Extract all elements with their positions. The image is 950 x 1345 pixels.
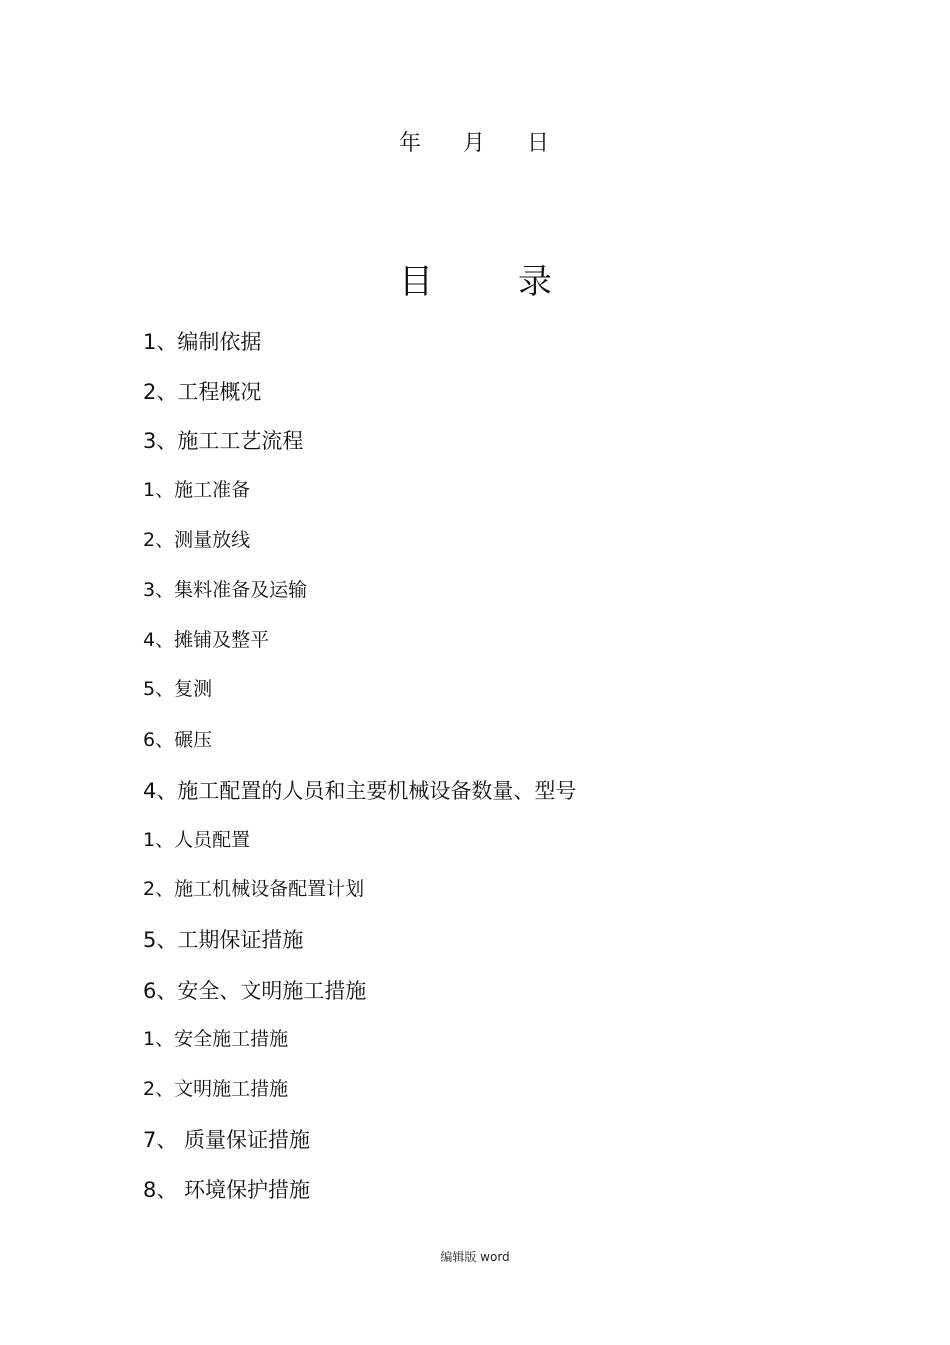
- toc-entry[interactable]: 1、编制依据: [143, 330, 262, 354]
- toc-entry[interactable]: 6、安全、文明施工措施: [143, 979, 367, 1003]
- toc-title-char-1: 目: [399, 262, 433, 302]
- toc-subentry[interactable]: 1、施工准备: [143, 479, 251, 501]
- toc-entry[interactable]: 4、施工配置的人员和主要机械设备数量、型号: [143, 779, 577, 803]
- date-month-label: 月: [463, 131, 486, 156]
- toc-entry[interactable]: 3、施工工艺流程: [143, 429, 304, 453]
- date-year-label: 年: [399, 131, 422, 156]
- table-of-contents: [143, 0, 843, 1345]
- toc-subentry[interactable]: 5、复测: [143, 678, 213, 700]
- toc-entry[interactable]: 5、工期保证措施: [143, 928, 304, 952]
- toc-entry[interactable]: 2、工程概况: [143, 380, 262, 404]
- toc-entry[interactable]: 8、 环境保护措施: [143, 1178, 311, 1202]
- toc-subentry[interactable]: 2、测量放线: [143, 529, 251, 551]
- toc-entry[interactable]: 7、 质量保证措施: [143, 1128, 311, 1152]
- toc-subentry[interactable]: 2、文明施工措施: [143, 1078, 289, 1100]
- toc-subentry[interactable]: 6、碾压: [143, 729, 213, 751]
- toc-subentry[interactable]: 1、安全施工措施: [143, 1028, 289, 1050]
- toc-subentry[interactable]: 4、摊铺及整平: [143, 629, 270, 651]
- date-day-label: 日: [527, 131, 550, 156]
- toc-subentry[interactable]: 3、集料准备及运输: [143, 579, 308, 601]
- toc-subentry[interactable]: 2、施工机械设备配置计划: [143, 878, 365, 900]
- toc-title-char-2: 录: [518, 262, 552, 302]
- toc-subentry[interactable]: 1、人员配置: [143, 829, 251, 851]
- page-footer: 编辑版 word: [440, 1250, 510, 1264]
